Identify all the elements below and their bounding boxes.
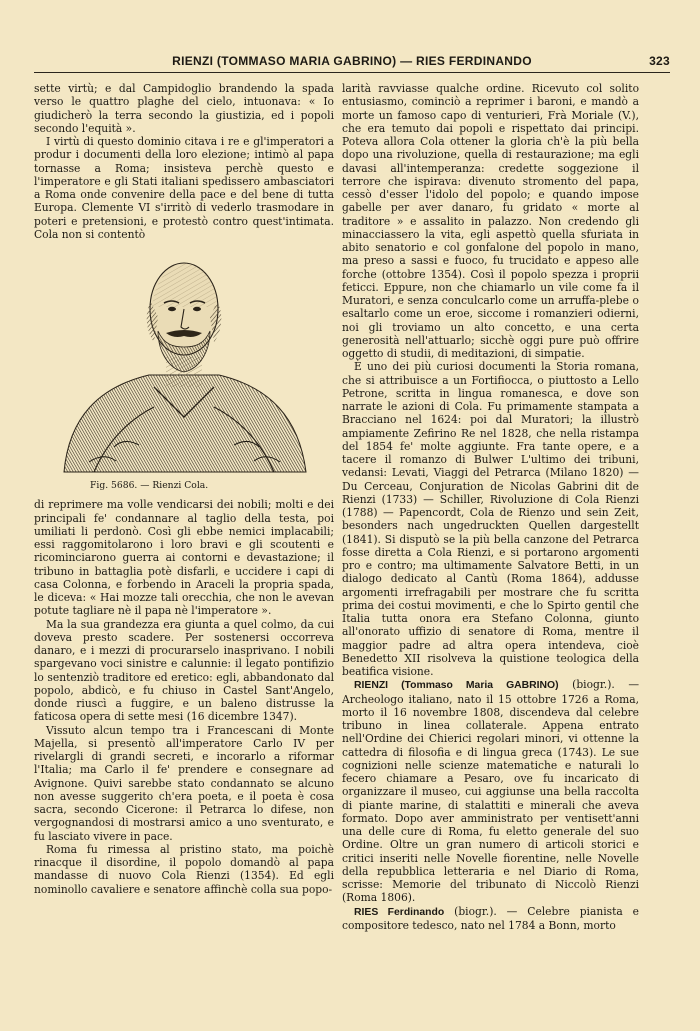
paragraph: Vissuto alcun tempo tra i Francescani di Monte Majella, si presentò all'imperatore Carlo IV per rivelargli di grandi secreti, e incorarlo a riformar l'Italia; ma Carlo il fe' prendere e consegnare ad Avignone. Quivi sarebbe stato condannato se alcuno non avesse suggerito ch'era poeta, e il poeta è cosa sacra, secondo Cicerone: il Petrarca lo difese, non vergognandosi di mostrarsi amico a uno sventurato, e fu lasciato vivere in pace. (34, 723, 334, 843)
paragraph: sette virtù; e dal Campidoglio brandendo la spada verso le quattro plaghe del cielo, intuonava: « Io giudicherò la terra secondo la giustizia, ed i popoli secondo l'equità ». (34, 82, 334, 135)
portrait-figure (34, 247, 334, 492)
entry-heading: RIES Ferdinando (354, 906, 445, 918)
left-column (34, 82, 334, 896)
entry-rienzi (342, 678, 639, 904)
entry-ries (342, 905, 639, 933)
paragraph: di reprimere ma volle vendicarsi dei nobili; molti e dei principali fe' condannare al taglio della testa, poi umiliati li perdonò. Così gli ebbe nemici implacabili; essi raggomitolarono i loro bravi e gli scoutenti e ricominciarono guerra ai contorni e devastazione; il tribuno in battaglia potè disfarli, e uccidere i capi di casa Colonna, e forbendo in Araceli la propria spada, le diceva: « Hai mozze tali orecchia, che non le avevan potute tagliare nè il papa nè l'imperatore ». (34, 498, 334, 618)
entry-body: (biogr.). — Archeologo italiano, nato il 15 ottobre 1726 a Roma, morto il 16 novembre 1808, discendeva dal celebre tribuno in linea collaterale. Appena entrato nell'Ordine dei Chierici regolari minori, vi ottenne la cattedra di filosofia e di lingua greca (1743). Le sue cognizioni nelle scienze matematiche e naturali lo fecero chiamare a Pesaro, ove fu incaricato di organizzare il museo, cui aggiunse una bella raccolta di piante marine, di stalattiti e minerali che aveva formato. Dopo aver amministrato per ventisett'anni una delle cure di Roma, fu eletto generale del suo Ordine. Oltre un gran numero di articoli storici e critici inseriti nelle Novelle fiorentine, nelle Novelle della repubblica letteraria e nel Diario di Roma, scrisse: Memorie del tribunato di Niccolò Rienzi (Roma 1806). (342, 678, 640, 905)
paragraph: I virtù di questo dominio citava i re e gl'imperatori a produr i documenti della loro elezione; intimò al papa tornasse a Roma; insisteva perchè questo e l'imperatore e gli Stati italiani spedissero ambasciatori a Roma onde convenire della pace e del bene di tutta Europa. Clemente VI s'irritò di vederlo trasmodare in poteri e pretensioni, e protestò contro quest'intimata. Cola non si contentò (34, 135, 334, 241)
entry-heading: RIENZI (Tommaso Maria GABRINO) (354, 680, 559, 692)
paragraph: È uno dei più curiosi documenti la Storia romana, che si attribuisce a un Fortifiocca, o piuttosto a Lello Petrone, scritta in lingua romanesca, e dove son narrate le azioni di Cola. Fu primamente stampata a Bracciano nel 1624: poi dal Muratori; la illustrò ampiamente Zefirino Re nel 1828, che nella ristampa del 1854 fe' molte aggiunte. Fra tante opere, e a tacere il romanzo di Bulwer L'ultimo dei tribuni, vedansi: Levati, Viaggi del Petrarca (Milano 1820) — Du Cerceau, Conjuration de Nicolas Gabrini dit de Rienzi (1733) — Schiller, Rivoluzione di Cola Rienzi (1788) — Papencordt, Cola de Rienzo und sein Zeit, besonders nach ungedruckten Quellen dargestellt (1841). Si disputò se la più bella canzone del Petrarca fosse diretta a Cola Rienzi, e si portarono argomenti pro e contro; ma ultimamente Salvatore Betti, in un dialogo dedicato al Cantù (Roma 1864), addusse argomenti irrefragabili per mostrare che fu scritta prima dei costui movimenti, e che lo Spirto gentil che Italia tutta onora era Stefano Colonna, giunto all'onorato uffizio di senatore di Roma, mentre il maggior padre ad altra opera intendeva, cioè Benedetto XII risolveva la quistione teologica della beatifica visione. (342, 360, 639, 678)
running-header (34, 54, 670, 68)
page-number: 323 (649, 54, 670, 68)
paragraph: Roma fu rimessa al pristino stato, ma poichè rinacque il disordine, il popolo domandò al papa mandasse di nuovo Cola Rienzi (1354). Ed egli nominollo cavaliere e senatore affinchè colla sua popo- (34, 842, 334, 896)
paragraph: larità ravviasse qualche ordine. Ricevuto col solito entusiasmo, cominciò a reprimer i baroni, e mandò a morte un famoso capo di venturieri, Frà Moriale (V.), che era temuto dai popoli e rispettato dai principi. Poteva allora Cola ottener la gloria ch'è la più bella dopo una rivoluzione, quella di restaurazione; ma egli davasi all'intemperanza: credette soggezione il terrore che ispirava: divenuto stromento del papa, cessò d'esser l'idolo del popolo; e quando impose gabelle per aver danaro, fu gridato « morte al traditore » e assalito in palazzo. Non credendo gli minacciassero la vita, egli aspettò quella sfuriata in abito senatorio e col gonfalone del popolo in mano, ma preso a sassi e fuoco, fu trucidato e appeso alle forche (ottobre 1354). Così il popolo spezza i proprii feticci. Eppure, non che chiamarlo un vile come fa il Muratori, e senza conculcarlo come un arruffa-plebe o esaltarlo come un eroe, siccome i romanzieri odierni, noi gli troviamo un alto concetto, e una certa generosità nell'attuarlo; sicchè oggi pure può offrire oggetto di studii, di meditazioni, di simpatie. (342, 82, 639, 360)
right-column (342, 82, 639, 932)
paragraph: Ma la sua grandezza era giunta a quel colmo, da cui doveva presto scadere. Per sostenersi occorreva danaro, e i mezzi di procurarselo inasprivano. I nobili spargevano voci sinistre e calunnie: il legato pontifizio lo sentenziò traditore ed eretico: egli, abbandonato dal popolo, abdicò, e fu chiuso in Castel Sant'Angelo, donde riuscì a fuggire, e un baleno distrusse la faticosa opera di sette mesi (16 dicembre 1347). (34, 617, 334, 724)
header-title: RIENZI (TOMMASO MARIA GABRINO) — RIES FERDINANDO (172, 54, 532, 68)
figure-caption: Fig. 5686. — Rienzi Cola. (90, 480, 209, 491)
portrait-engraving (54, 247, 314, 477)
entry-body: (biogr.). — Celebre pianista e compositore tedesco, nato nel 1784 a Bonn, morto (342, 904, 640, 932)
header-rule (34, 72, 670, 73)
